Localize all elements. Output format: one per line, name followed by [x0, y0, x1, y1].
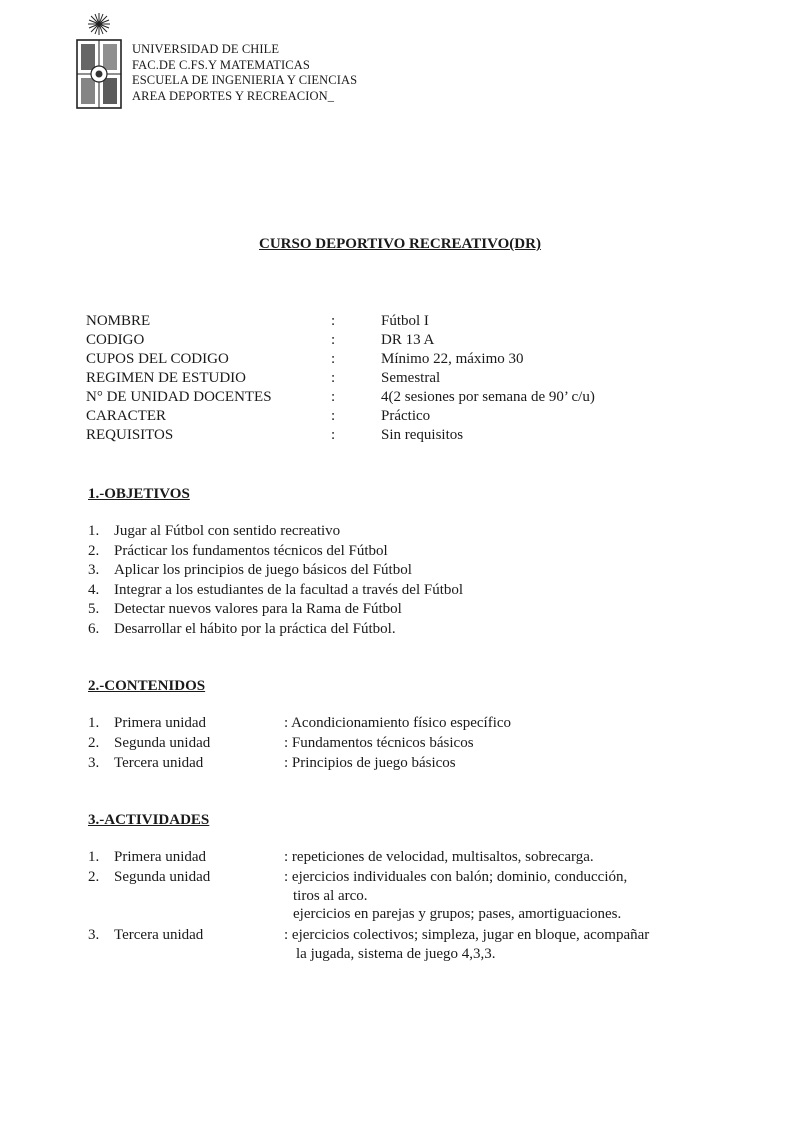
list-item-number: 3.: [88, 927, 100, 943]
info-label: CODIGO: [86, 332, 145, 348]
list-item-number: 3.: [88, 562, 100, 578]
university-crest-icon: [74, 10, 124, 110]
unit-name: Segunda unidad: [114, 735, 211, 751]
unit-name: Tercera unidad: [114, 755, 204, 771]
header-line-university: UNIVERSIDAD DE CHILE: [132, 42, 280, 56]
document-title-text: CURSO DEPORTIVO RECREATIVO(DR): [259, 236, 541, 252]
list-item-number: 5.: [88, 601, 100, 617]
info-separator: :: [331, 370, 336, 386]
info-separator: :: [331, 332, 336, 348]
unit-description: : Fundamentos técnicos básicos: [284, 735, 474, 751]
unit-description-continued: ejercicios en parejas y grupos; pases, amortiguaciones.: [293, 906, 622, 922]
list-item-text: Detectar nuevos valores para la Rama de Fútbol: [114, 601, 402, 617]
info-label: CUPOS DEL CODIGO: [86, 351, 229, 367]
list-item-number: 2.: [88, 542, 100, 559]
list-item-number: 1.: [88, 523, 100, 539]
list-item-number: 3.: [88, 755, 100, 771]
unit-description-continued: tiros al arco.: [293, 888, 368, 904]
unit-name: Segunda unidad: [114, 869, 211, 885]
info-label: NOMBRE: [86, 313, 151, 329]
list-item-number: 4.: [88, 581, 100, 598]
actividades-heading: 3.-ACTIVIDADES: [88, 812, 210, 828]
info-value: Mínimo 22, máximo 30: [381, 351, 524, 367]
list-item-text: Aplicar los principios de juego básicos del Fútbol: [114, 562, 412, 578]
list-item-text: Prácticar los fundamentos técnicos del Fútbol: [114, 542, 388, 559]
unit-name: Tercera unidad: [114, 927, 204, 943]
list-item-text: Desarrollar el hábito por la práctica del Fútbol.: [114, 620, 396, 637]
info-separator: :: [331, 408, 336, 424]
info-value: Sin requisitos: [381, 427, 464, 443]
list-item-number: 2.: [88, 735, 100, 751]
unit-name: Primera unidad: [114, 849, 207, 865]
info-separator: :: [331, 427, 336, 443]
list-item-text: Jugar al Fútbol con sentido recreativo: [114, 523, 341, 539]
info-label: CARACTER: [86, 408, 167, 424]
list-item-number: 1.: [88, 849, 100, 865]
list-item-number: 6.: [88, 620, 100, 637]
unit-name: Primera unidad: [114, 715, 207, 731]
unit-description: : ejercicios colectivos; simpleza, jugar en bloque, acompañar: [284, 927, 650, 943]
header-line-faculty: FAC.DE C.FS.Y MATEMATICAS: [132, 57, 310, 72]
contenidos-heading: 2.-CONTENIDOS: [88, 678, 206, 694]
info-value: 4(2 sesiones por semana de 90’ c/u): [381, 389, 595, 405]
unit-description: : Principios de juego básicos: [284, 755, 456, 771]
unit-description: : repeticiones de velocidad, multisaltos, sobrecarga.: [284, 849, 594, 865]
unit-description: : ejercicios individuales con balón; dominio, conducción,: [284, 869, 628, 885]
info-value: DR 13 A: [381, 332, 435, 348]
info-value: Práctico: [381, 408, 431, 424]
header-line-area: AREA DEPORTES Y RECREACION_: [132, 88, 335, 103]
info-separator: :: [331, 351, 336, 367]
info-label: REGIMEN DE ESTUDIO: [86, 370, 246, 386]
header-line-school: ESCUELA DE INGENIERIA Y CIENCIAS: [132, 73, 358, 87]
objetivos-heading: 1.-OBJETIVOS: [88, 486, 190, 502]
document-title: [0, 236, 800, 253]
unit-description: : Acondicionamiento físico específico: [284, 715, 512, 731]
list-item-text: Integrar a los estudiantes de la facultad a través del Fútbol: [114, 581, 464, 598]
info-separator: :: [331, 389, 336, 405]
info-label: REQUISITOS: [86, 427, 174, 443]
info-label: N° DE UNIDAD DOCENTES: [86, 389, 272, 405]
list-item-number: 2.: [88, 869, 100, 885]
unit-description-continued: la jugada, sistema de juego 4,3,3.: [296, 946, 496, 962]
info-separator: :: [331, 313, 336, 329]
info-value: Semestral: [381, 370, 441, 386]
institution-header: [132, 42, 357, 104]
info-value: Fútbol I: [381, 313, 429, 329]
list-item-number: 1.: [88, 715, 100, 731]
